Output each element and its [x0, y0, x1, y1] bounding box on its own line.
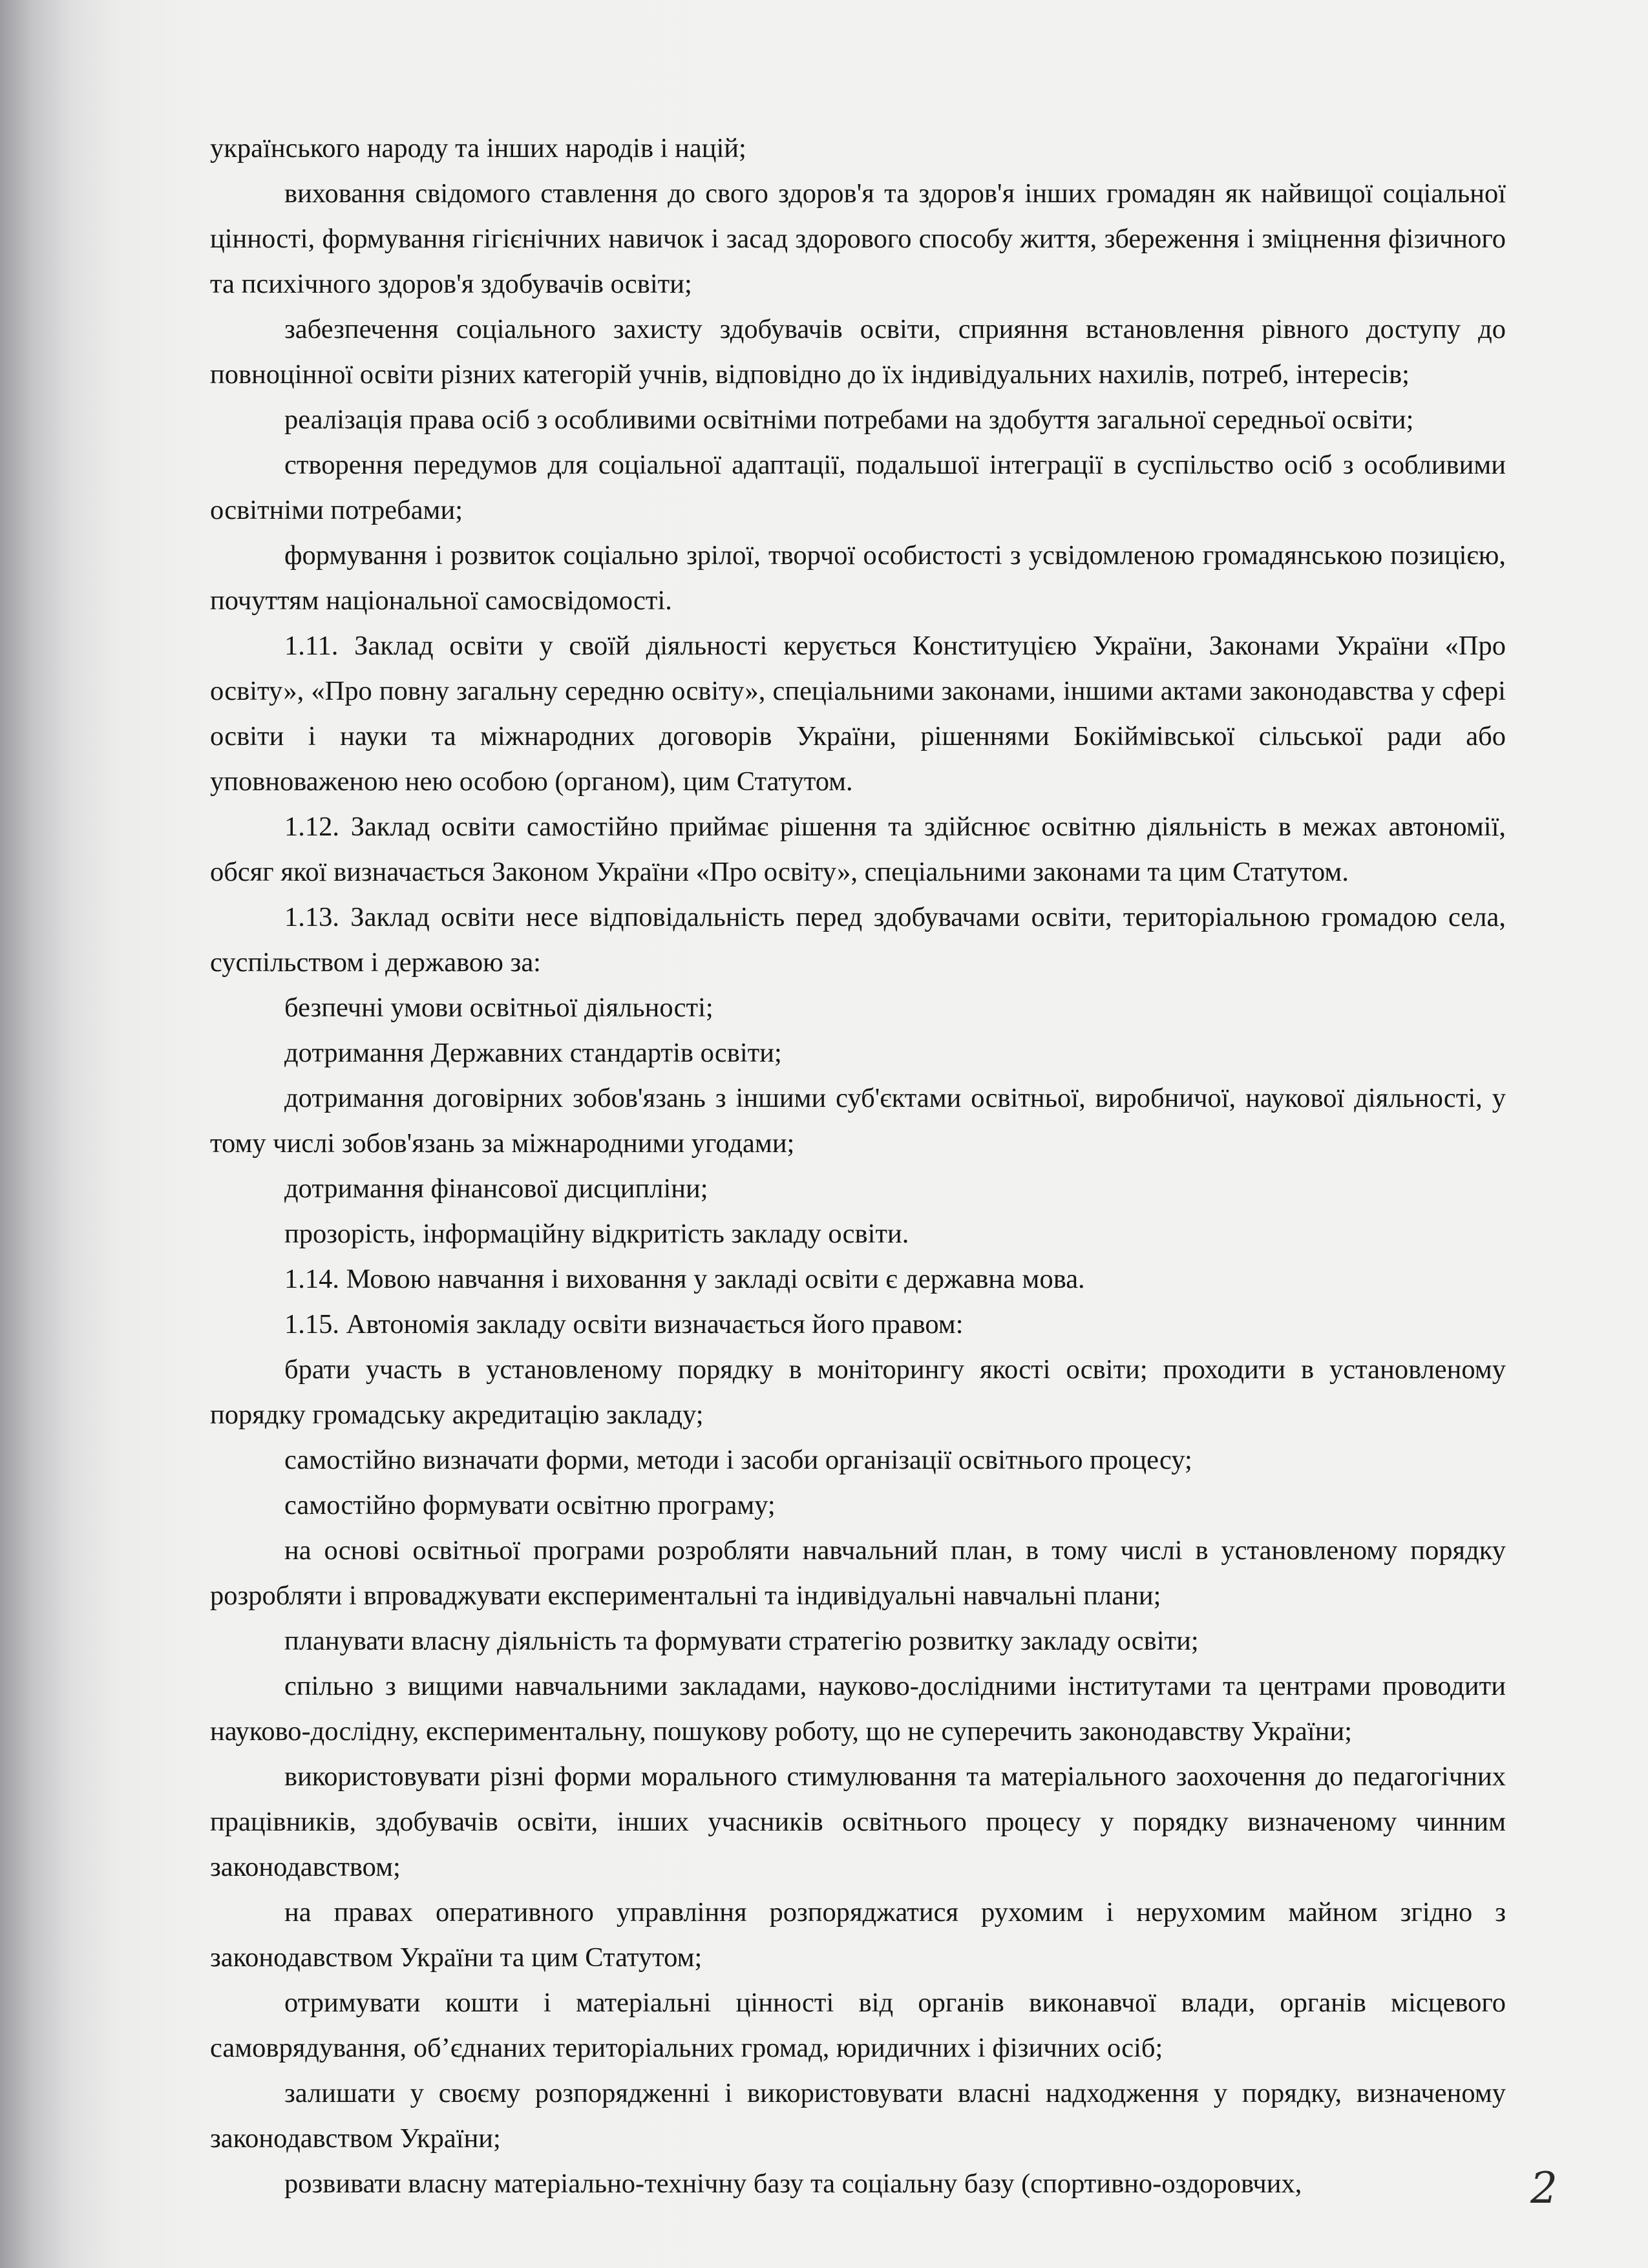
paragraph: планувати власну діяльність та формувати стратегію розвитку закладу освіти; [284, 1626, 1199, 1656]
document-body [210, 126, 1506, 2207]
paragraph: розвивати власну матеріально-технічну базу та соціальну базу (спортивно-оздоровчих, [284, 2168, 1302, 2199]
paragraph: спільно з вищими навчальними закладами, науково-дослідними інститутами та центрами проводити науково-дослідну, експериментальну, пошукову роботу, що не суперечить законодавству України; [210, 1671, 1506, 1747]
paragraph: 1.12. Заклад освіти самостійно приймає рішення та здійснює освітню діяльність в межах автономії, обсяг якої визначається Законом України «Про освіту», спеціальними законами та цим Статутом. [210, 812, 1506, 887]
paragraph: виховання свідомого ставлення до свого здоров'я та здоров'я інших громадян як найвищої соціальної цінності, формування гігієнічних навичок і засад здорового способу життя, збереження і зміцнення фізичного та психічного здоров'я здобувачів освіти; [210, 178, 1506, 299]
paragraph: створення передумов для соціальної адаптації, подальшої інтеграції в суспільство осіб з особливими освітніми потребами; [210, 450, 1506, 525]
paragraph: українського народу та інших народів і націй; [210, 133, 746, 163]
paragraph: 1.11. Заклад освіти у своїй діяльності керується Конституцією України, Законами України «Про освіту», «Про повну загальну середню освіту», спеціальними законами, іншими актами законодавства у сфері освіти і науки та міжнародних договорів України, рішеннями Бокіймівської сільської ради або уповноваженою нею особою (органом), цим Статутом. [210, 631, 1506, 797]
paragraph: забезпечення соціального захисту здобувачів освіти, сприяння встановлення рівного доступу до повноцінної освіти різних категорій учнів, відповідно до їх індивідуальних нахилів, потреб, інтересів; [210, 314, 1506, 390]
paragraph: формування і розвиток соціально зрілої, творчої особистості з усвідомленою громадянською позицією, почуттям національної самосвідомості. [210, 540, 1506, 616]
paragraph: дотримання фінансової дисципліни; [284, 1173, 708, 1204]
paragraph: дотримання Державних стандартів освіти; [284, 1038, 782, 1068]
paragraph: 1.13. Заклад освіти несе відповідальність перед здобувачами освіти, територіальною громадою села, суспільством і державою за: [210, 902, 1506, 978]
paragraph: безпечні умови освітньої діяльності; [284, 992, 713, 1023]
paragraph: 1.14. Мовою навчання і виховання у закладі освіти є державна мова. [284, 1264, 1085, 1294]
paragraph: 1.15. Автономія закладу освіти визначається його правом: [284, 1309, 964, 1339]
paragraph: отримувати кошти і матеріальні цінності від органів виконавчої влади, органів місцевого самоврядування, об’єднаних територіальних громад, юридичних і фізичних осіб; [210, 1988, 1506, 2063]
paragraph: самостійно визначати форми, методи і засоби організації освітнього процесу; [284, 1445, 1192, 1475]
paragraph: реалізація права осіб з особливими освітніми потребами на здобуття загальної середньої освіти; [284, 404, 1414, 435]
paragraph: самостійно формувати освітню програму; [284, 1490, 776, 1520]
paragraph: прозорість, інформаційну відкритість закладу освіти. [284, 1219, 909, 1249]
paragraph: брати участь в установленому порядку в моніторингу якості освіти; проходити в установленому порядку громадську акредитацію закладу; [210, 1354, 1506, 1430]
paragraph: на основі освітньої програми розробляти навчальний план, в тому числі в установленому порядку розробляти і впроваджувати експериментальні та індивідуальні навчальні плани; [210, 1535, 1506, 1611]
paragraph: використовувати різні форми морального стимулювання та матеріального заохочення до педагогічних працівників, здобувачів освіти, інших учасників освітнього процесу у порядку визначеному чинним законодавством; [210, 1761, 1506, 1882]
paragraph: дотримання договірних зобов'язань з іншими суб'єктами освітньої, виробничої, наукової діяльності, у тому числі зобов'язань за міжнародними угодами; [210, 1083, 1506, 1159]
paragraph: на правах оперативного управління розпоряджатися рухомим і нерухомим майном згідно з законодавством України та цим Статутом; [210, 1897, 1506, 1973]
page-number: 2 [1530, 2163, 1558, 2213]
paragraph: залишати у своєму розпорядженні і використовувати власні надходження у порядку, визначеному законодавством України; [210, 2078, 1506, 2154]
